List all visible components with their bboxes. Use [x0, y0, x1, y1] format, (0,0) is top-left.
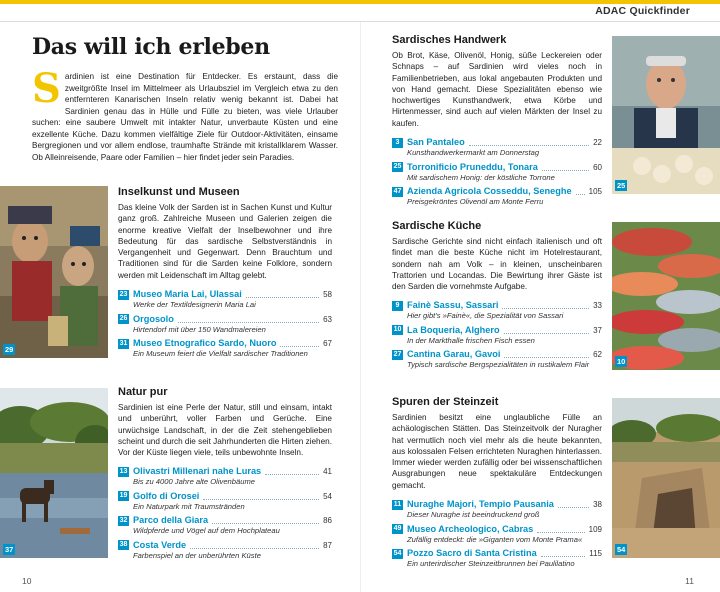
leader-dots: [504, 351, 589, 358]
leader-dots: [203, 493, 319, 500]
place-item[interactable]: [118, 338, 332, 359]
section-title: Inselkunst und Museen: [118, 186, 240, 198]
page-ref: 87: [323, 540, 332, 550]
place-number-badge: 49: [393, 525, 402, 533]
place-item[interactable]: [118, 540, 332, 561]
place-list: [118, 289, 332, 359]
place-description: Kunsthandwerkermarkt am Donnerstag: [407, 148, 540, 158]
photo-number-badge: 54: [617, 545, 626, 554]
place-name[interactable]: Museo Etnografico Sardo, Nuoro: [133, 338, 277, 349]
place-name[interactable]: Golfo di Orosei: [133, 490, 200, 501]
place-item[interactable]: [392, 186, 602, 207]
page-ref: 41: [323, 467, 332, 477]
page-number-right: 11: [685, 576, 694, 586]
page-ref: 33: [593, 301, 602, 311]
place-description: Dieser Nuraghe ist beeindruckend groß: [407, 510, 540, 520]
place-number-badge: 32: [119, 516, 128, 524]
section-text: Das kleine Volk der Sarden ist in Sachen Kunst und Kultur ganz groß. Zahlreiche Museen und Galerien zeigen die enorme kreative Vielfalt der Inselbewohner und ihre Bedeutung für das sardische Selbstverständnis in Vergangenheit und Gegenwart. Denn Brauchtum und Traditionen sind für die Sarden keine Folklore, sondern werden mit Leidenschaft im Alltag gelebt.: [118, 203, 332, 280]
craftsman-image: [612, 36, 720, 194]
place-item[interactable]: [118, 466, 332, 487]
place-list: [392, 137, 602, 207]
place-name[interactable]: Fainè Sassu, Sassari: [407, 300, 499, 311]
place-item[interactable]: [392, 137, 602, 158]
place-number-badge: 47: [393, 187, 402, 195]
leader-dots: [246, 291, 319, 298]
place-description: In der Markthalle frischen Fisch essen: [407, 335, 535, 345]
section-title: Spuren der Steinzeit: [392, 396, 499, 408]
leader-dots: [280, 340, 319, 347]
leader-dots: [502, 302, 589, 309]
place-item[interactable]: [392, 325, 602, 346]
page-ref: 63: [323, 314, 332, 324]
place-description: Ein Naturpark mit Traumstränden: [133, 501, 245, 511]
section-title: Natur pur: [118, 386, 168, 398]
top-accent-bar: [0, 0, 720, 4]
section-text: Sardische Gerichte sind nicht einfach italienisch und oft findet man die beste Küche nicht im Hotelrestaurant, sondern nah am Volk – in kleinen, unscheinbaren Trattorien und Locandas. Die Bewirtung ihrer Gäste ist den Sarden die vornehmste Aufgabe.: [392, 237, 602, 292]
intro-paragraph: [32, 65, 338, 163]
place-description: Typisch sardische Bergspezialitäten in rustikalem Flair: [407, 360, 590, 370]
place-number-badge: 23: [119, 290, 128, 298]
leader-dots: [537, 526, 584, 533]
horse-photo: [0, 388, 108, 558]
place-item[interactable]: [392, 300, 602, 321]
place-item[interactable]: [392, 162, 602, 183]
place-number-badge: 31: [119, 339, 128, 347]
horse-image: [0, 388, 108, 558]
place-number-badge: 27: [393, 350, 402, 358]
leader-dots: [469, 139, 589, 146]
place-item[interactable]: [392, 524, 602, 545]
fish-photo: [612, 222, 720, 370]
place-number-badge: 13: [119, 467, 128, 475]
place-description: Preisgekröntes Olivenöl am Monte Ferru: [407, 197, 544, 207]
page-ref: 109: [588, 524, 602, 534]
place-name[interactable]: Cantina Garau, Gavoi: [407, 349, 501, 360]
page-ref: 67: [323, 339, 332, 349]
section-text: Ob Brot, Käse, Olivenöl, Honig, süße Leckereien oder Schnaps – auf Sardinien wird vieles noch in Familienbetrieben, aus lokal angebauten Produkten und von Hand gemacht. Diese Spezialitäten ebenso wie hochwertiges Kunsthandwerk, etwa Körbe und Hirtenmesser, sind auch auf vielen Märkten der Insel zu kaufen.: [392, 51, 602, 128]
place-number-badge: 10: [393, 326, 402, 334]
page-ref: 62: [593, 350, 602, 360]
photo-number-badge: 25: [617, 181, 626, 190]
leader-dots: [178, 316, 319, 323]
place-number-badge: 11: [393, 500, 402, 508]
dropcap: S: [32, 65, 61, 112]
leader-dots: [504, 327, 590, 334]
place-item[interactable]: [392, 349, 602, 370]
leader-dots: [212, 517, 319, 524]
place-name[interactable]: Torronificio Pruneddu, Tonara: [407, 161, 538, 172]
section-handwerk: [392, 34, 602, 211]
place-name[interactable]: Costa Verde: [133, 539, 187, 550]
place-description: Wildpferde und Vögel auf dem Hochplateau: [133, 526, 280, 536]
place-item[interactable]: [392, 499, 602, 520]
place-name[interactable]: Museo Archeologico, Cabras: [407, 523, 534, 534]
photo-number-badge: 10: [617, 357, 626, 366]
place-description: Hirtendorf mit über 150 Wandmalereien: [133, 324, 266, 334]
section-text: Sardinien ist eine Perle der Natur, still und einsam, intakt und unberührt, voller Farben und Gerüche. Eine urwüchsige Landschaft, in der die Zeit stehengeblieben scheint und durch die seit Jahrhunderten die Hirten ziehen. Vor der Küste liegen viele, teils unbewohnte Inseln.: [118, 403, 332, 458]
place-number-badge: 9: [392, 301, 403, 311]
page-ref: 115: [589, 549, 602, 559]
place-list: [392, 300, 602, 370]
page-ref: 37: [593, 325, 602, 335]
leader-dots: [542, 164, 589, 171]
section-natur-pur: [118, 386, 332, 564]
place-name[interactable]: Pozzo Sacro di Santa Cristina: [407, 548, 537, 559]
place-item[interactable]: [392, 548, 602, 569]
mural-image: [0, 186, 108, 358]
page-ref: 22: [593, 138, 602, 148]
section-title: Sardisches Handwerk: [392, 34, 507, 46]
fish-image: [612, 222, 720, 370]
photo-number-badge: 29: [5, 345, 14, 354]
place-description: Zufällig entdeckt: die »Giganten vom Monte Prama«: [407, 534, 583, 544]
place-name[interactable]: Azienda Agricola Cosseddu, Seneghe: [407, 186, 572, 197]
leader-dots: [576, 188, 585, 195]
place-description: Hier gibt's »Fainè«, die Spezialität von Sassari: [407, 311, 564, 321]
place-item[interactable]: [118, 491, 332, 512]
place-item[interactable]: [118, 289, 332, 310]
place-name[interactable]: Nuraghe Majori, Tempio Pausania: [407, 499, 554, 510]
place-description: Farbenspiel an der unberührten Küste: [133, 550, 261, 560]
leader-dots: [265, 468, 319, 475]
page-ref: 60: [593, 162, 602, 172]
place-name[interactable]: Parco della Giara: [133, 515, 209, 526]
mural-photo: [0, 186, 108, 358]
place-description: Mit sardischem Honig: der köstliche Torrone: [407, 172, 555, 182]
intro-text: ardinien ist eine Destination für Entdecker. Es erstaunt, dass die zweitgrößte Insel im Mittelmeer als Urlaubsziel im Vergleich etwa zu den entfernteren Kanarischen Inseln relativ wenig bekannt ist. Dabei hat Sardinien genau das in Hülle und Fülle zu bieten, was viele Urlauber suchen: eine saubere Umwelt mit intakter Natur, unverbaute Küsten und eine exzellente Küche. Dazu kommen vielfältige Ziele für Outdoor-Aktivitäten, einsame Bergregionen und vor allem endlose, traumhafte Strände mit kristallklarem Wasser. Ob Alleinreisende, Paare oder Familien – hier findet jeder sein Paradies.: [32, 72, 338, 162]
leader-dots: [558, 501, 589, 508]
header-label: ADAC Quickfinder: [595, 5, 690, 17]
place-number-badge: 38: [119, 541, 128, 549]
place-name[interactable]: San Pantaleo: [407, 137, 465, 148]
section-title: Sardische Küche: [392, 220, 482, 232]
leader-dots: [190, 542, 319, 549]
place-description: Ein Museum feiert die Vielfalt sardischer Traditionen: [133, 349, 308, 359]
place-description: Werke der Textildesignerin Maria Lai: [133, 300, 256, 310]
page-ref: 38: [593, 500, 602, 510]
place-number-badge: 3: [392, 138, 403, 148]
place-number-badge: 19: [119, 492, 128, 500]
place-name[interactable]: Museo Maria Lai, Ulassai: [133, 289, 242, 300]
place-description: Bis zu 4000 Jahre alte Olivenbäume: [133, 477, 255, 487]
place-description: Ein unterirdischer Steinzeitbrunnen bei Paulilatino: [407, 559, 575, 569]
section-kueche: [392, 220, 602, 374]
place-number-badge: 25: [393, 163, 402, 171]
place-list: [118, 466, 332, 560]
ruins-image: [612, 398, 720, 558]
page-title: Das will ich erleben: [32, 34, 270, 60]
ruins-photo: [612, 398, 720, 558]
place-list: [392, 499, 602, 569]
section-inselkunst: [118, 186, 332, 363]
page-ref: 58: [323, 290, 332, 300]
page-ref: 54: [323, 491, 332, 501]
place-item[interactable]: [118, 515, 332, 536]
page-ref: 86: [323, 516, 332, 526]
page-number-left: 10: [22, 576, 32, 586]
photo-number-badge: 37: [5, 545, 14, 554]
place-item[interactable]: [118, 314, 332, 335]
craftsman-photo: [612, 36, 720, 194]
place-number-badge: 54: [393, 549, 402, 557]
section-text: Sardinien besitzt eine unglaubliche Fülle an achäologischen Stätten. Das Steinzeitvolk der Nuragher hat vermutlich noch viel mehr als die heute bekannten, aus kolossalen Felsen errichteten Nuraghen hinterlassen. Immer wieder werden zufällig oder bei wissenschaftlichen Ausgrabungen neue spektakuläre Entdeckungen gemacht.: [392, 413, 602, 490]
place-name[interactable]: Olivastri Millenari nahe Luras: [133, 466, 262, 477]
leader-dots: [541, 550, 586, 557]
place-name[interactable]: Orgosolo: [133, 313, 174, 324]
section-steinzeit: [392, 396, 602, 573]
place-name[interactable]: La Boqueria, Alghero: [407, 324, 500, 335]
place-number-badge: 26: [119, 315, 128, 323]
page-gutter: [360, 22, 361, 592]
page-ref: 105: [588, 187, 602, 197]
